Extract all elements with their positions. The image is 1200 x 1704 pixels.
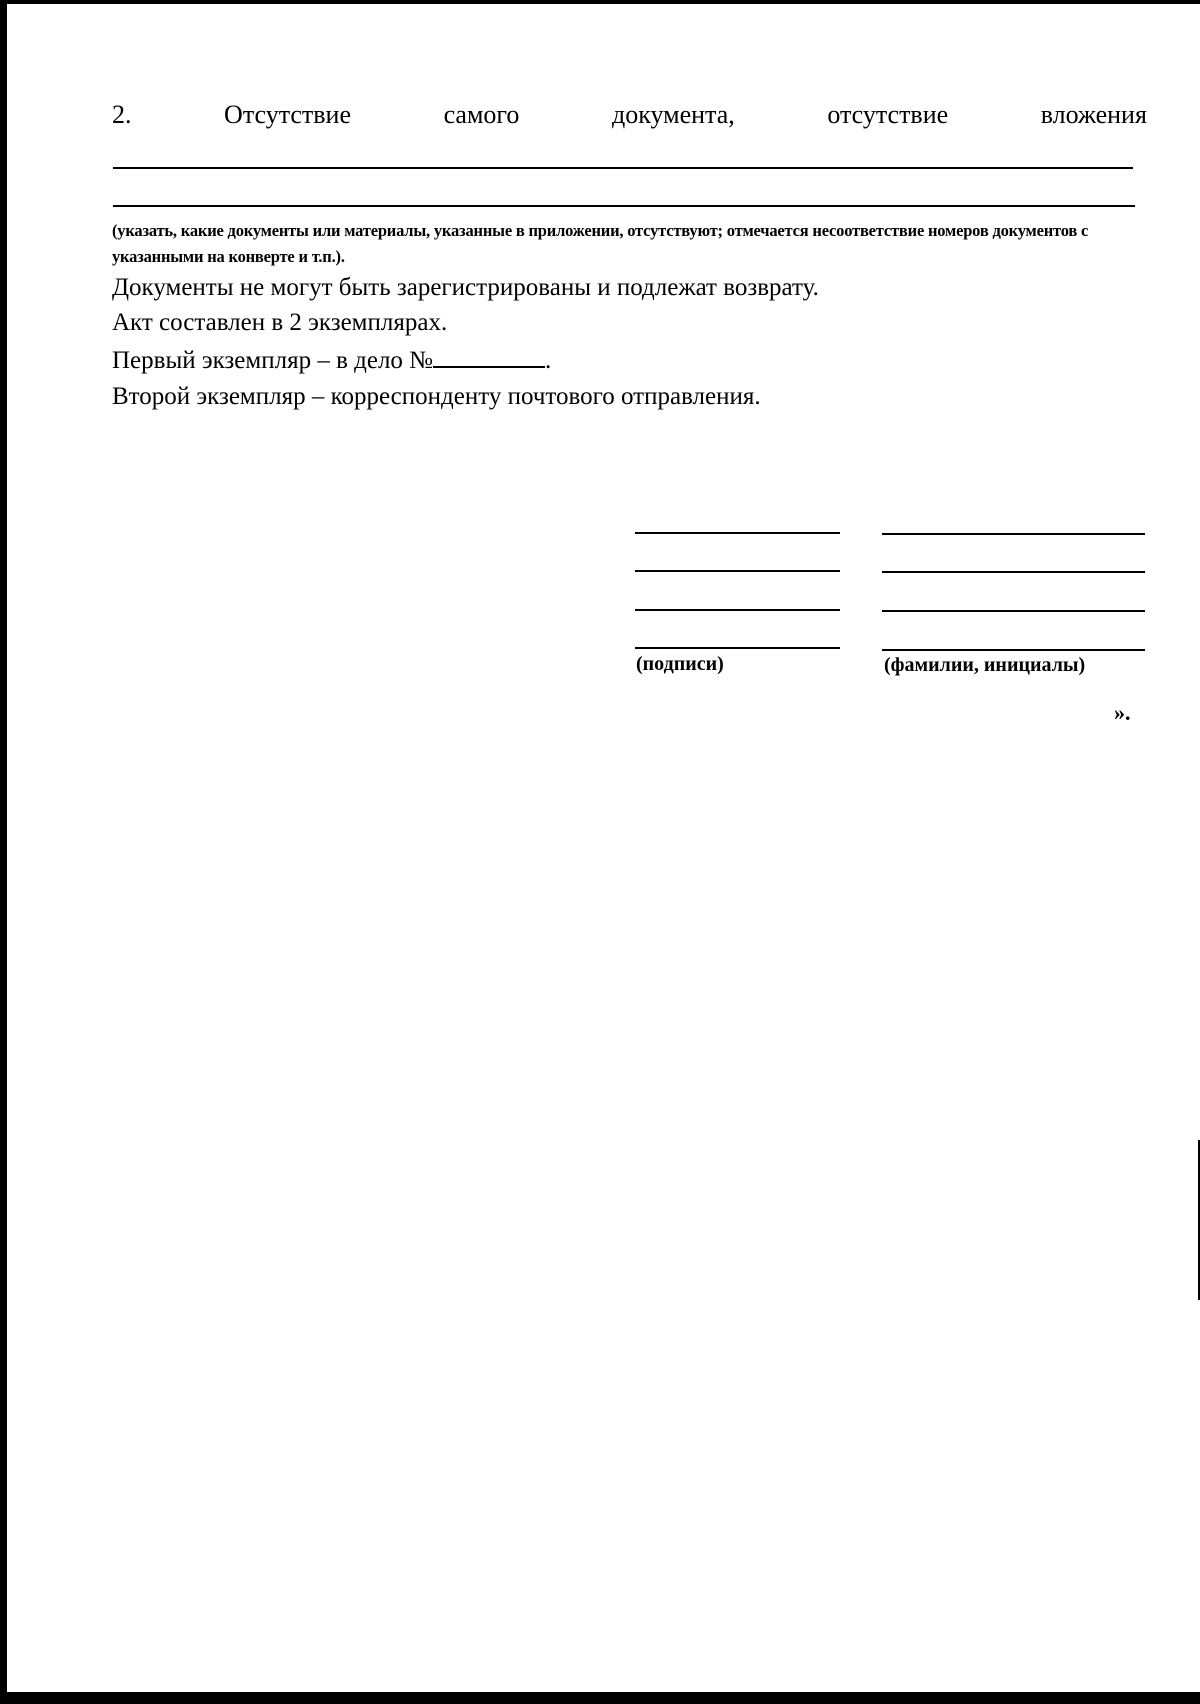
signature-line	[635, 532, 840, 534]
paragraph-return: Документы не могут быть зарегистрированы и подлежат возврату.	[112, 274, 819, 301]
heading-word: отсутствие	[827, 100, 949, 129]
signatures-label: (подписи)	[636, 653, 724, 675]
first-copy-text: Первый экземпляр – в дело №	[112, 347, 434, 374]
instruction-note: (указать, какие документы или материалы, указанные в приложении, отсутствуют; отмечается несоответствие номеров документов с указанными на конверте и т.п.).	[112, 221, 1089, 266]
name-line	[882, 533, 1145, 535]
heading-word: вложения	[1040, 100, 1147, 129]
scan-border-left	[0, 0, 7, 1704]
fill-in-line-2	[113, 205, 1135, 207]
section-number: 2.	[112, 100, 132, 129]
name-line	[882, 571, 1145, 573]
names-label: (фамилии, инициалы)	[884, 654, 1086, 676]
section-heading	[112, 100, 1147, 130]
closing-quote: ».	[1114, 700, 1131, 725]
signature-line	[635, 570, 840, 572]
case-number-blank	[433, 344, 545, 368]
scan-border-top	[0, 0, 1200, 4]
paragraph-second-copy: Второй экземпляр – корреспонденту почтового отправления.	[112, 383, 761, 410]
scan-border-bottom	[0, 1692, 1200, 1704]
first-copy-period: .	[545, 347, 552, 374]
heading-word: документа,	[611, 100, 735, 129]
heading-word: самого	[443, 100, 520, 129]
name-line	[882, 649, 1145, 651]
name-line	[882, 610, 1145, 612]
signature-line	[635, 609, 840, 611]
signature-line	[635, 647, 840, 649]
heading-word: Отсутствие	[224, 100, 352, 129]
fill-in-line-1	[113, 167, 1133, 169]
paragraph-first-copy	[112, 344, 551, 376]
paragraph-copies: Акт составлен в 2 экземплярах.	[112, 309, 448, 336]
